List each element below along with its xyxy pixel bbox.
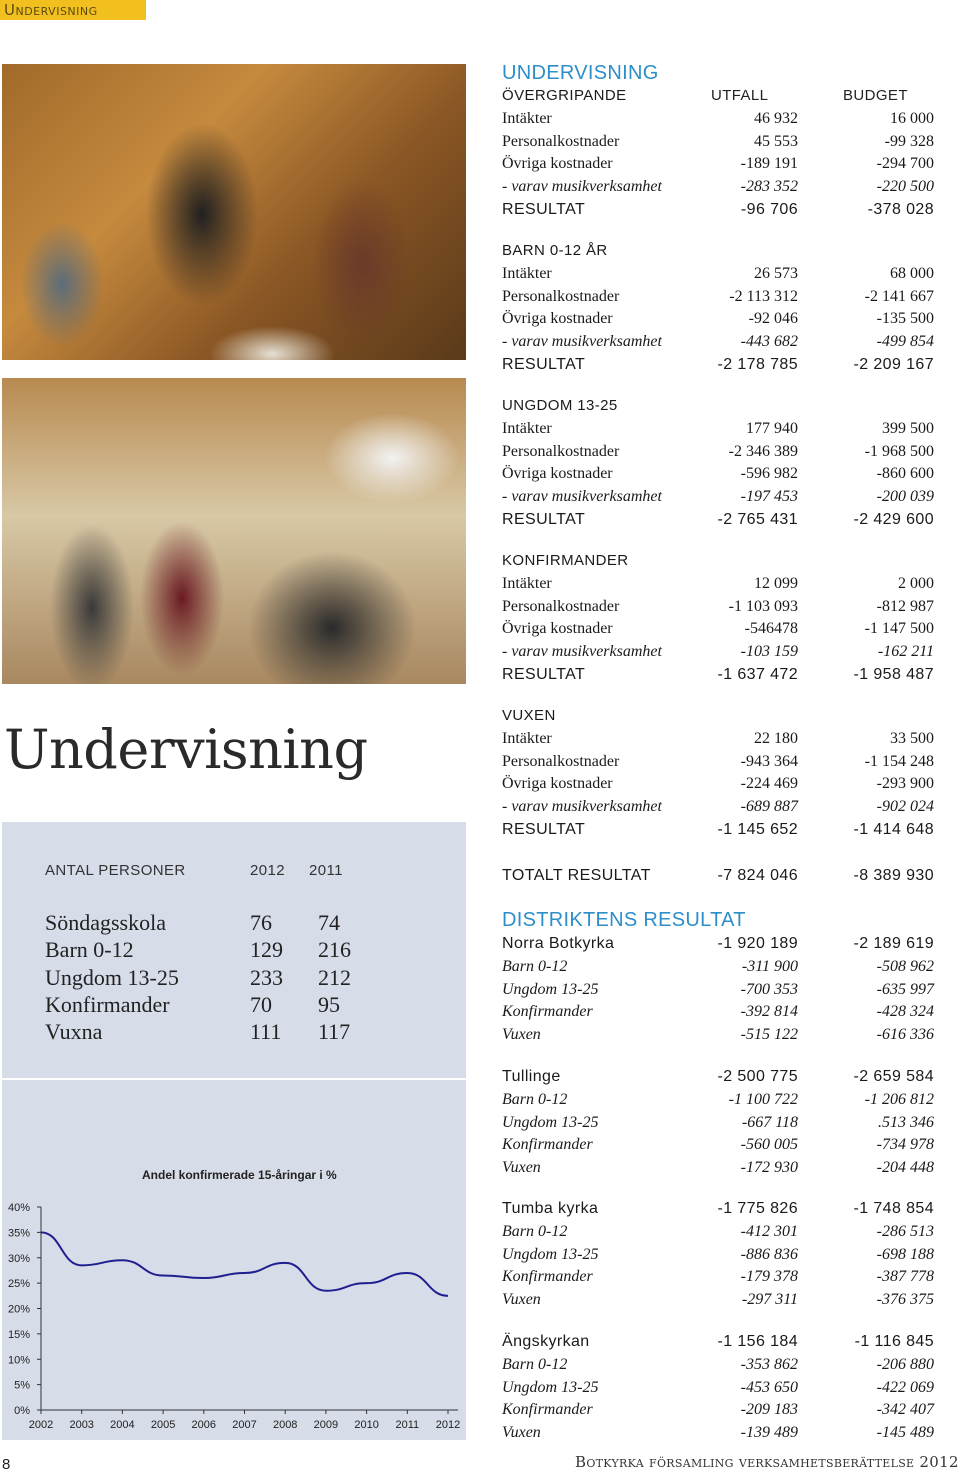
district-sub-row (502, 1246, 938, 1268)
table-row (502, 288, 938, 310)
district-sub-row-label: Vuxen (502, 1159, 541, 1177)
district-row-utfall: -1 156 184 (717, 1333, 798, 1350)
stats-row-2012: 76 (250, 910, 272, 935)
district-row-utfall: -1 775 826 (717, 1200, 798, 1217)
district-sub-row-label: Vuxen (502, 1291, 541, 1309)
table-row-label: Övriga kostnader (502, 620, 613, 638)
district-sub-row-utfall: -139 489 (740, 1424, 798, 1442)
district-sub-row (502, 981, 938, 1003)
table-row-budget: -200 039 (876, 488, 934, 506)
table-row-budget: -220 500 (876, 178, 934, 196)
stats-row-2011: 212 (318, 964, 351, 990)
chart-x-tick-label: 2010 (354, 1419, 379, 1431)
chart-x-tick-label: 2008 (272, 1419, 298, 1431)
stats-row-2012: 129 (250, 937, 283, 963)
table-row-label: Personalkostnader (502, 287, 620, 305)
district-sub-row-utfall: -311 900 (741, 958, 798, 975)
table-row-budget: -135 500 (876, 310, 934, 328)
table-row-budget: 2 000 (898, 575, 934, 592)
stats-row-label: Vuxna (45, 1019, 103, 1045)
district-sub-row (502, 1003, 938, 1025)
table-row-utfall: -1 637 472 (717, 665, 798, 683)
table-row-label: - varav musikverksamhet (502, 333, 662, 351)
table-row-label: Personalkostnader (502, 597, 620, 615)
photo-students-with-papers (2, 64, 466, 360)
district-row-label: Norra Botkyrka (502, 935, 615, 952)
table-row-budget: -1 147 500 (864, 620, 934, 638)
chart-y-tick-label: 5% (14, 1379, 30, 1392)
table-row-label: Övriga kostnader (502, 310, 613, 328)
table-row-label: Intäkter (502, 730, 552, 747)
district-sub-row-budget: -204 448 (876, 1159, 934, 1177)
table-row-budget: -162 211 (877, 643, 934, 661)
district-sub-row-budget: .513 346 (878, 1113, 934, 1131)
district-sub-row (502, 1291, 938, 1313)
table-row-label: - varav musikverksamhet (502, 798, 662, 816)
district-sub-row-label: Barn 0-12 (502, 1223, 568, 1240)
district-sub-row (502, 1136, 938, 1158)
table-row-label: Intäkter (502, 420, 552, 437)
table-row (502, 356, 938, 378)
district-sub-row (502, 1159, 938, 1181)
district-sub-row-label: Barn 0-12 (502, 1091, 568, 1108)
district-row-label: Tullinge (502, 1068, 561, 1085)
group-title: UNGDOM 13-25 (502, 397, 618, 414)
total-row-budget: -8 389 930 (853, 867, 934, 884)
table-row-utfall: 46 932 (754, 110, 798, 127)
table-row-utfall: -1 145 652 (717, 820, 798, 838)
district-sub-row (502, 1356, 938, 1378)
table-row (502, 575, 938, 597)
stats-year-2011: 2011 (309, 862, 343, 879)
chart-x-tick-label: 2012 (435, 1419, 461, 1431)
chart-y-ticks (8, 1202, 41, 1417)
table-row-utfall: 45 553 (754, 132, 798, 150)
page-title: Undervisning (4, 718, 368, 781)
district-sub-row (502, 1401, 938, 1423)
table-row (502, 133, 938, 155)
chart-y-tick-label: 40% (7, 1202, 30, 1214)
line-chart (0, 1195, 466, 1435)
district-sub-row-label: Vuxen (502, 1424, 541, 1442)
table-row-label: Intäkter (502, 575, 552, 592)
table-row-label: RESULTAT (502, 355, 586, 373)
table-row (502, 420, 938, 442)
table-row-utfall: -2 346 389 (728, 442, 798, 460)
table-row-budget: -2 209 167 (853, 355, 934, 373)
table-row-utfall: -2 178 785 (717, 355, 798, 373)
table-row-budget: 16 000 (890, 110, 934, 127)
district-sub-row-utfall: -353 862 (740, 1356, 798, 1373)
district-row-budget: -2 189 619 (853, 935, 934, 952)
table-row (502, 443, 938, 465)
stats-row-label: Barn 0-12 (45, 937, 134, 963)
table-row-budget: -2 429 600 (853, 510, 934, 528)
district-row-budget: -1 748 854 (853, 1200, 934, 1217)
table-row (502, 798, 938, 820)
table-row-budget: -1 154 248 (864, 752, 934, 770)
district-sub-row-label: Barn 0-12 (502, 1356, 568, 1373)
table-row-utfall: 177 940 (746, 420, 798, 437)
chart-x-tick-label: 2007 (232, 1419, 257, 1431)
stats-row-2012: 233 (250, 964, 283, 990)
district-sub-row-budget: -145 489 (876, 1424, 934, 1442)
district-sub-row-utfall: -1 100 722 (728, 1091, 798, 1108)
district-sub-row-utfall: -700 353 (740, 980, 798, 998)
table-row-label: Intäkter (502, 265, 552, 282)
table-row (502, 465, 938, 487)
district-sub-row-budget: -508 962 (876, 958, 934, 975)
table-row-label: RESULTAT (502, 200, 586, 218)
district-sub-row-utfall: -560 005 (740, 1136, 798, 1154)
table-row-utfall: -443 682 (740, 333, 798, 351)
district-sub-row-label: Konfirmander (502, 1136, 593, 1154)
table-row-utfall: -546478 (744, 620, 798, 638)
chart-x-tick-label: 2006 (191, 1419, 217, 1431)
district-sub-row (502, 1379, 938, 1401)
district-row-utfall: -2 500 775 (717, 1068, 798, 1085)
table-row-utfall: -283 352 (740, 178, 798, 196)
table-row-utfall: -224 469 (740, 775, 798, 793)
district-sub-row-budget: -286 513 (876, 1223, 934, 1240)
district-row-label: Ängskyrkan (502, 1333, 590, 1350)
district-sub-row (502, 1114, 938, 1136)
group-title: BARN 0-12 ÅR (502, 242, 608, 259)
stats-row-2011: 74 (318, 910, 340, 935)
district-sub-row-utfall: -453 650 (740, 1378, 798, 1396)
district-sub-row-budget: -616 336 (876, 1026, 934, 1044)
district-row-budget: -1 116 845 (854, 1333, 934, 1350)
stats-row-2011: 216 (318, 937, 351, 963)
total-row (502, 867, 938, 889)
table-row-budget: -1 414 648 (853, 820, 934, 838)
district-sub-row-budget: -635 997 (876, 980, 934, 998)
chart-x-tick-label: 2002 (28, 1419, 54, 1431)
table-row-budget: -294 700 (876, 155, 934, 173)
table-row-label: RESULTAT (502, 820, 586, 838)
table-row-utfall: -689 887 (740, 798, 798, 816)
chart-x-ticks (29, 1410, 460, 1431)
table-row-label: Övriga kostnader (502, 465, 613, 483)
chart-x-tick-label: 2004 (110, 1419, 135, 1431)
district-sub-row-label: Barn 0-12 (502, 958, 568, 975)
table-row-label: Intäkter (502, 110, 552, 127)
district-sub-row-budget: -387 778 (876, 1268, 934, 1286)
table-row-budget: -99 328 (884, 132, 934, 150)
table-row-utfall: 12 099 (754, 575, 798, 592)
group-header (502, 397, 938, 419)
table-row-utfall: -1 103 093 (728, 597, 798, 615)
district-sub-row (502, 958, 938, 980)
total-row-utfall: -7 824 046 (717, 867, 798, 884)
table-row-utfall: -96 706 (740, 200, 798, 218)
table-row-label: Personalkostnader (502, 752, 620, 770)
table-row (502, 821, 938, 843)
district-row-label: Tumba kyrka (502, 1200, 599, 1217)
chart-series-line (41, 1232, 448, 1295)
table-row-utfall: -596 982 (740, 465, 798, 483)
chart-points (41, 1232, 448, 1295)
section-tab (0, 0, 146, 20)
district-sub-row-budget: -1 206 812 (864, 1091, 934, 1108)
district-sub-row-budget: -342 407 (876, 1401, 934, 1419)
table-row (502, 310, 938, 332)
district-sub-row-label: Ungdom 13-25 (502, 1113, 599, 1131)
chart-y-tick-label: 0% (14, 1405, 30, 1417)
table-row-utfall: -2 113 312 (729, 287, 798, 305)
district-sub-row-utfall: -297 311 (741, 1291, 798, 1309)
chart-x-tick-label: 2003 (69, 1419, 94, 1431)
district-sub-row (502, 1091, 938, 1113)
district-sub-row-label: Ungdom 13-25 (502, 980, 599, 998)
table-row-label: Personalkostnader (502, 132, 620, 150)
district-title: DISTRIKTENS RESULTAT (502, 909, 746, 931)
table-row-label: Personalkostnader (502, 442, 620, 460)
district-sub-row (502, 1026, 938, 1048)
table-row-utfall: -2 765 431 (717, 510, 798, 528)
table-row-budget: -812 987 (876, 597, 934, 615)
district-sub-row-budget: -734 978 (876, 1136, 934, 1154)
table-row (502, 178, 938, 200)
group-title: ÖVERGRIPANDE (502, 87, 627, 104)
table-row-budget: -860 600 (876, 465, 934, 483)
table-row-budget: -902 024 (876, 798, 934, 816)
stats-row-2012: 70 (250, 991, 272, 1017)
table-row (502, 333, 938, 355)
section-title: UNDERVISNING (502, 62, 659, 84)
table-row-label: Övriga kostnader (502, 155, 613, 173)
table-row (502, 753, 938, 775)
chart-axes (41, 1207, 458, 1410)
table-row-budget: 68 000 (890, 265, 934, 282)
stats-panel (2, 822, 466, 1078)
district-sub-row-utfall: -172 930 (740, 1159, 798, 1177)
district-sub-row-budget: -376 375 (876, 1291, 934, 1309)
chart-y-tick-label: 15% (7, 1328, 30, 1341)
group-title: KONFIRMANDER (502, 552, 629, 569)
district-sub-row-label: Vuxen (502, 1026, 541, 1044)
table-row (502, 265, 938, 287)
district-sub-row-budget: -422 069 (876, 1378, 934, 1396)
table-row-utfall: -92 046 (748, 310, 798, 328)
group-title: VUXEN (502, 707, 556, 724)
stats-row-2012: 111 (250, 1019, 282, 1045)
district-sub-row-utfall: -412 301 (740, 1223, 798, 1240)
district-sub-row (502, 1223, 938, 1245)
table-row-utfall: 26 573 (754, 265, 798, 282)
group-header (502, 87, 938, 109)
table-row-budget: -1 958 487 (853, 665, 934, 683)
district-sub-row-utfall: -515 122 (740, 1026, 798, 1044)
table-row-utfall: -943 364 (740, 752, 798, 770)
district-sub-row-budget: -206 880 (876, 1356, 934, 1373)
table-row-label: - varav musikverksamhet (502, 643, 662, 661)
chart-y-tick-label: 20% (7, 1303, 30, 1316)
table-row-label: Övriga kostnader (502, 775, 613, 793)
table-row (502, 598, 938, 620)
table-row (502, 775, 938, 797)
table-row-budget: 399 500 (882, 420, 934, 437)
stats-year-2012: 2012 (250, 862, 285, 879)
group-header (502, 707, 938, 729)
district-sub-row-label: Konfirmander (502, 1003, 593, 1021)
table-row-budget: -293 900 (876, 775, 934, 793)
section-tab-label: Undervisning (4, 1, 98, 19)
stats-row-2011: 117 (318, 1019, 351, 1045)
stats-row-label: Konfirmander (45, 991, 170, 1017)
district-sub-row-label: Konfirmander (502, 1268, 593, 1286)
table-row (502, 730, 938, 752)
table-row (502, 511, 938, 533)
chart-y-tick-label: 35% (7, 1227, 30, 1240)
table-row (502, 620, 938, 642)
district-sub-row-budget: -698 188 (876, 1245, 934, 1263)
table-row-budget: -2 141 667 (864, 287, 934, 305)
table-row-utfall: -197 453 (740, 488, 798, 506)
district-sub-row (502, 1268, 938, 1290)
district-row (502, 1068, 938, 1090)
district-sub-row-label: Ungdom 13-25 (502, 1245, 599, 1263)
table-row-utfall: -103 159 (740, 643, 798, 661)
table-row-label: - varav musikverksamhet (502, 178, 662, 196)
stats-row-label: Söndagsskola (45, 910, 166, 935)
total-row-label: TOTALT RESULTAT (502, 867, 651, 884)
district-sub-row-utfall: -667 118 (741, 1113, 798, 1131)
district-sub-row (502, 1424, 938, 1446)
chart-y-tick-label: 30% (7, 1252, 30, 1265)
district-row (502, 1200, 938, 1222)
district-sub-row-utfall: -179 378 (740, 1268, 798, 1286)
table-row-budget: -499 854 (876, 333, 934, 351)
table-row-budget: 33 500 (890, 730, 934, 747)
district-sub-row-utfall: -886 836 (740, 1245, 798, 1263)
group-header (502, 242, 938, 264)
chart-x-tick-label: 2009 (313, 1419, 339, 1431)
group-header (502, 552, 938, 574)
chart-x-tick-label: 2005 (150, 1419, 176, 1431)
page-number: 8 (2, 1456, 11, 1473)
chart-y-tick-label: 10% (7, 1354, 30, 1367)
chart-x-tick-label: 2011 (395, 1419, 420, 1431)
stats-row-2011: 95 (318, 991, 340, 1017)
table-row-label: RESULTAT (502, 665, 586, 683)
district-sub-row-utfall: -392 814 (740, 1003, 798, 1021)
chart-y-tick-label: 25% (7, 1278, 30, 1291)
table-row-label: - varav musikverksamhet (502, 488, 662, 506)
district-sub-row-utfall: -209 183 (740, 1401, 798, 1419)
district-row-budget: -2 659 584 (853, 1068, 934, 1085)
table-row (502, 643, 938, 665)
table-row-budget: -1 968 500 (864, 442, 934, 460)
district-row (502, 935, 938, 957)
table-row (502, 666, 938, 688)
col-utfall-header: UTFALL (711, 87, 769, 104)
district-row-utfall: -1 920 189 (717, 935, 798, 952)
table-row (502, 155, 938, 177)
chart-title: Andel konfirmerade 15-åringar i % (142, 1168, 337, 1182)
table-row (502, 201, 938, 223)
district-sub-row-label: Konfirmander (502, 1401, 593, 1419)
stats-heading: ANTAL PERSONER (45, 862, 186, 879)
table-row-utfall: -189 191 (740, 155, 798, 173)
stats-row-label: Ungdom 13-25 (45, 964, 179, 990)
table-row (502, 488, 938, 510)
district-sub-row-budget: -428 324 (876, 1003, 934, 1021)
col-budget-header: BUDGET (843, 87, 908, 104)
table-row-budget: -378 028 (867, 200, 934, 218)
district-sub-row-label: Ungdom 13-25 (502, 1378, 599, 1396)
table-row (502, 110, 938, 132)
table-row-label: RESULTAT (502, 510, 586, 528)
district-row (502, 1333, 938, 1355)
publication-footer: Botkyrka församling verksamhetsberättelse 2012 (575, 1453, 959, 1471)
table-row-utfall: 22 180 (754, 730, 798, 747)
photo-adults-in-queue (2, 378, 466, 684)
